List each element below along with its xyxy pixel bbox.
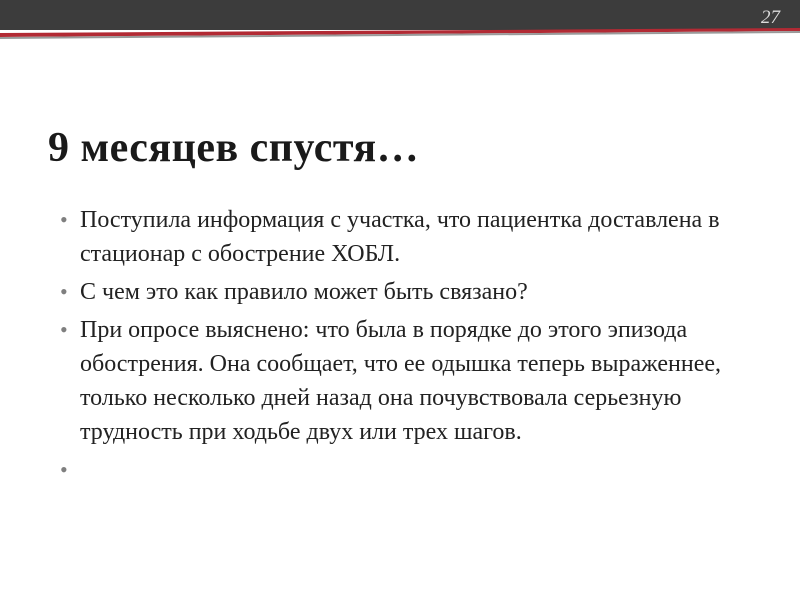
bullet-icon: • [60,207,68,232]
bullet-item [60,313,760,449]
bullet-text: Поступила информация с участка, что пациентка доставлена в стационар с обострение ХОБЛ. [80,207,720,267]
bullet-item [60,275,760,309]
bullet-icon: • [60,279,68,304]
bullet-text: При опросе выяснено: что была в порядке до этого эпизода обострения. Она сообщает, что ее одышка теперь выраженнее, только несколько дней назад она почувствовала серьезную трудность при ходьбе двух или трех шагов. [80,317,722,445]
bullet-item [60,203,760,271]
bullet-icon: • [60,317,68,342]
slide-title: 9 месяцев спустя… [48,125,420,171]
bullet-icon: • [60,457,68,482]
header-accent-line [0,0,800,40]
slide-number: 27 [761,7,780,28]
bullet-text: С чем это как правило может быть связано? [80,279,528,305]
bullet-list [60,203,760,482]
